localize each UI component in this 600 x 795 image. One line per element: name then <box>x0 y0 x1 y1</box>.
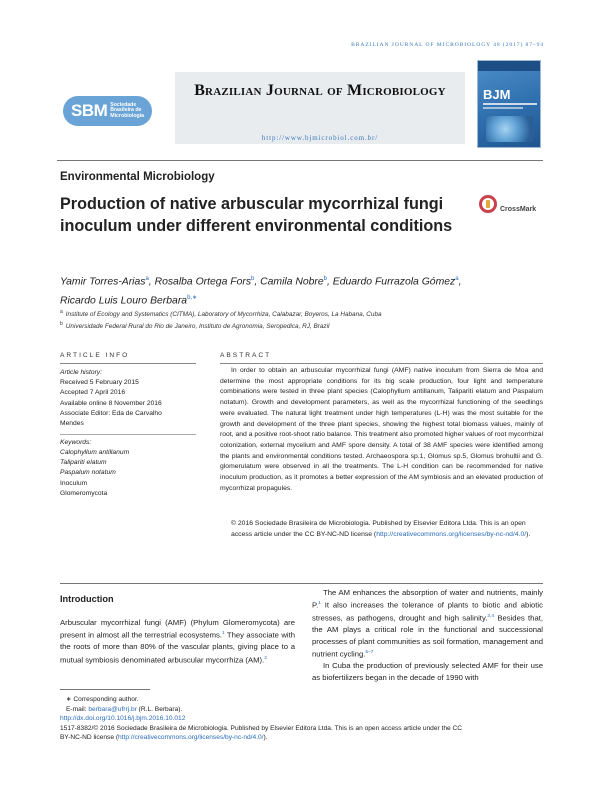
copyright-text: an open access article under the CC BY-NC-ND license ( <box>231 520 526 538</box>
citation-link[interactable]: 5–7 <box>365 650 374 656</box>
info-divider <box>60 434 196 435</box>
issn-text: BY-NC-ND license ( <box>60 734 119 742</box>
author-affil-mark[interactable]: b <box>323 276 327 282</box>
associate-editor: Mendes <box>60 420 84 428</box>
issn-line: 1517-8382/© 2016 Sociedade Brasileira de Microbiologia. Published by Elsevier Editora Ltda. This is an open access article under the CC <box>60 724 463 732</box>
issn-license-line <box>60 733 543 743</box>
author-name: Ricardo Luis Louro Berbara <box>60 295 188 307</box>
journal-title-band <box>175 72 465 144</box>
keyword: Glomeromycota <box>60 489 108 497</box>
article-info <box>60 368 196 499</box>
issn-text: ). <box>263 734 268 742</box>
cover-artwork <box>486 116 534 142</box>
email-line <box>60 705 543 715</box>
abstract-body <box>220 366 543 494</box>
author-affil-mark[interactable]: a <box>455 276 459 282</box>
sbm-logo-pill <box>63 96 152 126</box>
header-rule <box>57 160 543 161</box>
body-rule <box>60 583 543 584</box>
issn-license-link[interactable]: http://creativecommons.org/licenses/by-nc-nd/4.0/ <box>118 734 264 742</box>
body-text: In Cuba the production of previously selected AMF for their use as biofertilizers began in the decade of 1990 with <box>312 661 543 682</box>
author-name: , Eduardo Furrazola Gómez <box>327 276 456 288</box>
sbm-subtitle-line: Brasileira de <box>110 107 142 114</box>
history-label: Article history: <box>60 369 102 376</box>
associate-editor: Associate Editor: Eda de Carvalho <box>60 409 162 417</box>
cover-line <box>483 103 537 105</box>
journal-header <box>57 60 543 154</box>
author-affil-mark[interactable]: b <box>251 276 255 282</box>
crossmark-button[interactable] <box>479 195 536 213</box>
email-link[interactable]: berbara@ufrrj.br <box>88 705 137 713</box>
keyword: Talipariti elatum <box>60 459 107 467</box>
cover-title: BJM <box>483 87 511 102</box>
keyword: Inoculum <box>60 479 88 487</box>
cover-line <box>483 107 523 109</box>
section-label: Environmental Microbiology <box>60 171 215 183</box>
citation-link[interactable]: 1 <box>221 631 225 637</box>
body-text: It also increases the tolerance of plants to biotic and abiotic stresses, as pathogens, drought and high salinity. <box>312 600 543 623</box>
license-link[interactable]: http://creativecommons.org/licenses/by-nc-nd/4.0/ <box>376 530 527 538</box>
author-separator: , <box>458 276 462 288</box>
abstract-rule <box>220 363 543 364</box>
crossmark-label: CrossMark <box>500 205 537 213</box>
author-name: , Camila Nobre <box>254 276 324 288</box>
body-text: Arbuscular mycorrhizal fungi (AMF) (Phylum Glomeromycota) are present in almost all the terrestrial ecosystems. <box>60 618 295 640</box>
introduction-heading: Introduction <box>60 594 114 604</box>
body-paragraph <box>312 587 543 660</box>
journal-url-link[interactable]: http://www.bjmicrobiol.com.br/ <box>261 134 379 142</box>
keyword: Calophyllum antillanum <box>60 449 130 457</box>
corresponding-author-note: ∗ Corresponding author. <box>66 696 139 703</box>
author-affil-mark[interactable]: a <box>145 276 149 282</box>
affiliation-text: Universidade Federal Rural do Rio de Janeiro, Instituto de Agronomia, Seropedica, RJ, Brazil <box>65 323 330 331</box>
sbm-subtitle-line: Sociedade <box>110 101 137 108</box>
citation-link[interactable]: 2 <box>264 655 267 661</box>
author-affil-mark[interactable]: b,∗ <box>187 295 198 302</box>
keywords-label: Keywords: <box>60 438 92 446</box>
crossmark-icon <box>479 195 497 213</box>
received-date: Received 5 February 2015 <box>60 379 139 387</box>
affiliation-mark: b <box>60 321 63 327</box>
abstract-copyright <box>220 519 543 540</box>
email-label: E-mail: <box>66 705 89 713</box>
article-info-heading: ARTICLE INFO <box>60 352 130 359</box>
intro-left-column <box>60 617 295 666</box>
copyright-text: ). <box>526 530 531 538</box>
article-title: Production of native arbuscular mycorrhizal fungi inoculum under different environmental conditions <box>60 195 453 235</box>
journal-cover-image <box>477 60 541 148</box>
copyright-text: © 2016 Sociedade Brasileira de Microbiologia. Published by Elsevier Editora Ltda. This is <box>231 520 500 527</box>
author-name: , Rosalba Ortega Fors <box>148 276 252 288</box>
affiliation-text: Institute of Ecology and Systematics (CITMA), Laboratory of Mycorrhiza, Calabazar, Boyeros, La Habana, Cuba <box>65 311 382 319</box>
affiliation <box>60 321 540 330</box>
sbm-logo-subtitle <box>110 103 144 120</box>
cover-top-bar <box>478 61 540 71</box>
affiliation <box>60 309 540 318</box>
sbm-subtitle-line: Microbiologia <box>110 112 144 119</box>
body-text: Besides that, the AM plays a critical role in the functional and successional processes of plant communities as soil formation, management and nutrient cycling. <box>312 613 543 659</box>
sbm-logo <box>63 96 157 126</box>
citation-link[interactable]: 1 <box>318 601 321 607</box>
keyword: Paspalum notatum <box>60 469 116 477</box>
footnotes <box>60 695 543 743</box>
affiliation-mark: a <box>60 309 63 315</box>
footnote-rule <box>60 689 150 690</box>
accepted-date: Accepted 7 April 2016 <box>60 389 126 397</box>
available-date: Available online 8 November 2016 <box>60 399 162 407</box>
citation-link[interactable]: 3,4 <box>487 614 495 620</box>
body-paragraph <box>312 660 543 683</box>
running-head: BRAZILIAN JOURNAL OF MICROBIOLOGY 48 (2017) 87–94 <box>351 42 544 48</box>
body-text: The AM enhances the absorption of water and nutrients, mainly P. <box>312 588 543 610</box>
intro-right-column <box>312 587 543 683</box>
email-tail: (R.L. Berbara). <box>136 705 183 713</box>
journal-title: Brazilian Journal of Microbiology <box>194 82 446 99</box>
doi-link[interactable]: http://dx.doi.org/10.1016/j.bjm.2016.10.012 <box>60 715 186 723</box>
article-info-rule <box>60 363 196 364</box>
abstract-heading: ABSTRACT <box>220 352 272 359</box>
abstract-text: In order to obtain an arbuscular mycorrhizal fungi (AMF) native inoculum from Sierra de Moa and determine the most appropriate conditions for its big scale production, four light and temperature combinations were tested in three plant species (Calophyllum antillanum, Talipariti elatum and Paspalum notatum). Growth and development parameters, as well as the mycorrhizal functioning of the seedlings were evaluated. The natural light treatment under high temperatures (L-H) was the most suitable for the growth and development of the three plant species, showing the highest total biomass values, mainly of root, and a positive root-shoot ratio balance. This treatment also promoted higher values of root mycorrhizal colonization, external mycelium and AMF spore density. A total of 38 AMF species were identified among the plants and environmental conditions tested. Archaeospora sp.1, Glomus sp.5, Glomus brohultii and G. glomerulatum were observed in all the treatments. The L-H condition can be recommended for native inoculum production, as it promotes a better expression of the AM symbiosis and an elevated production of mycorrhizal propagules. <box>220 367 543 492</box>
author-list <box>60 271 540 310</box>
sbm-logo-text: SBM <box>71 101 108 120</box>
author-name: Yamir Torres-Arias <box>60 276 146 288</box>
body-text: They associate with the roots of more than 80% of the vascular plants, giving place to a mutual symbiosis denominated arbuscular mycorrhiza (AM). <box>60 630 295 665</box>
